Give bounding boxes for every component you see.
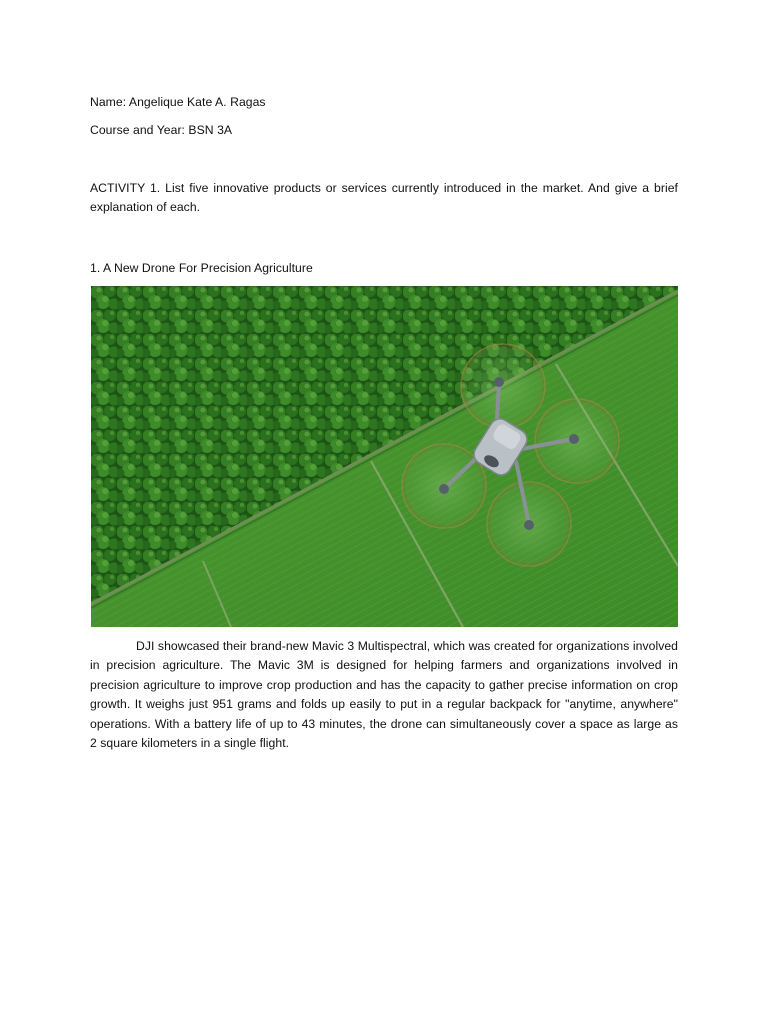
item-heading: 1. A New Drone For Precision Agriculture [90,261,313,275]
activity-instruction: ACTIVITY 1. List five innovative products or services currently introduced in the market. And give a brief explanation of each. [90,181,678,215]
student-name: Name: Angelique Kate A. Ragas [90,95,266,109]
course-and-year: Course and Year: BSN 3A [90,123,233,137]
item-description: DJI showcased their brand-new Mavic 3 Multispectral, which was created for organizations involved in precision agriculture. The Mavic 3M is designed for helping farmers and organizations involved in precision agriculture to improve crop production and has the capacity to gather precise information on crop growth. It weighs just 951 grams and folds up easily to put in a regular backpack for "anytime, anywhere" operations. With a battery life of up to 43 minutes, the drone can simultaneously cover a space as large as 2 square kilometers in a single flight. [90,639,678,751]
drone-over-field-photo [91,286,678,627]
